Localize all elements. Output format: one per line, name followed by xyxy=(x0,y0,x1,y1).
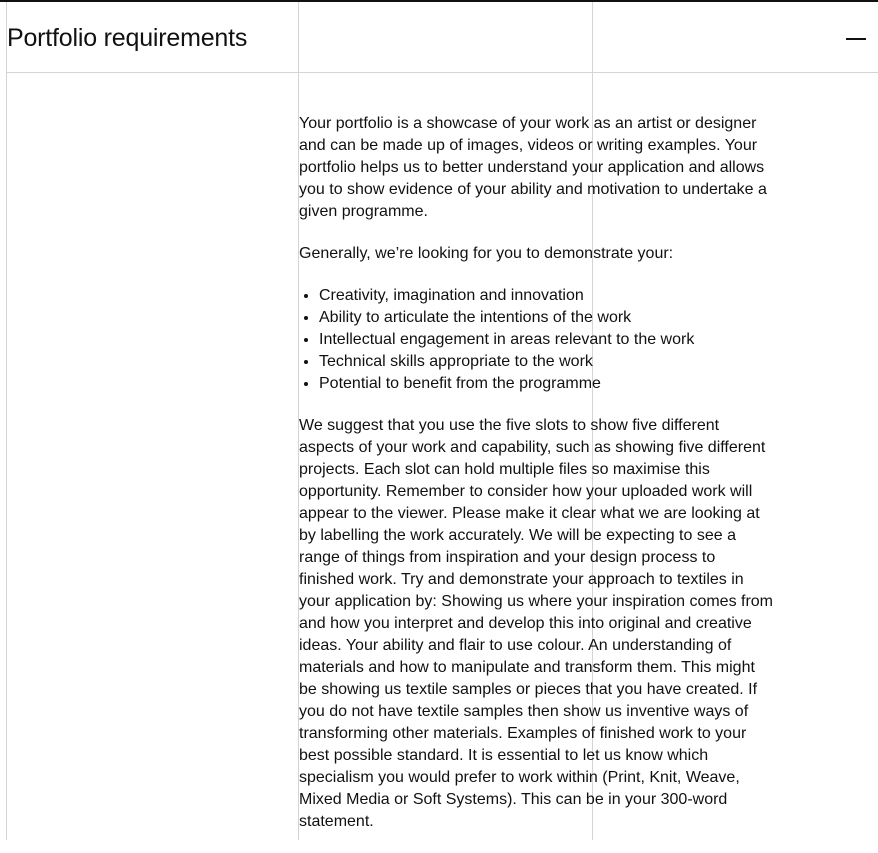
list-item: • Intellectual engagement in areas relevant to the work xyxy=(319,329,773,351)
minus-icon xyxy=(846,38,866,40)
requirements-list xyxy=(299,285,773,395)
accordion-title: Portfolio requirements xyxy=(7,24,248,52)
intro-paragraph: Your portfolio is a showcase of your work as an artist or designer and can be made up of images, videos or writing examples. Your portfolio helps us to better understand your application and allows you to show evidence of your ability and motivation to undertake a given programme. xyxy=(299,115,767,220)
list-intro-paragraph: Generally, we’re looking for you to demonstrate your: xyxy=(299,245,674,262)
accordion-content xyxy=(299,113,773,853)
layout-gridline xyxy=(6,2,7,840)
collapse-button[interactable] xyxy=(838,18,878,58)
guidance-paragraph: We suggest that you use the five slots to show five different aspects of your work and capability, such as showing five different projects. Each slot can hold multiple files so maximise this opportunity. Remember to consider how your uploaded work will appear to the viewer. Please make it clear what we are looking at by labelling the work accurately. We will be expecting to see a range of things from inspiration and your design process to finished work. Try and demonstrate your approach to textiles in your application by: Showing us where your inspiration comes from and how you interpret and develop this into original and creative ideas. Your ability and flair to use colour. An understanding of materials and how to manipulate and transform them. This might be showing us textile samples or pieces that you have created. If you do not have textile samples then show us inventive ways of transforming other materials. Examples of finished work to your best possible standard. It is essential to let us know which specialism you would prefer to work within (Print, Knit, Weave, Mixed Media or Soft Systems). This can be in your 300-word statement. xyxy=(299,417,774,830)
list-item: • Ability to articulate the intentions of the work xyxy=(319,307,773,329)
list-item: • Technical skills appropriate to the work xyxy=(319,351,773,373)
accordion-header[interactable] xyxy=(7,2,878,73)
list-item: • Potential to benefit from the programme xyxy=(319,373,773,395)
list-item: • Creativity, imagination and innovation xyxy=(319,285,773,307)
